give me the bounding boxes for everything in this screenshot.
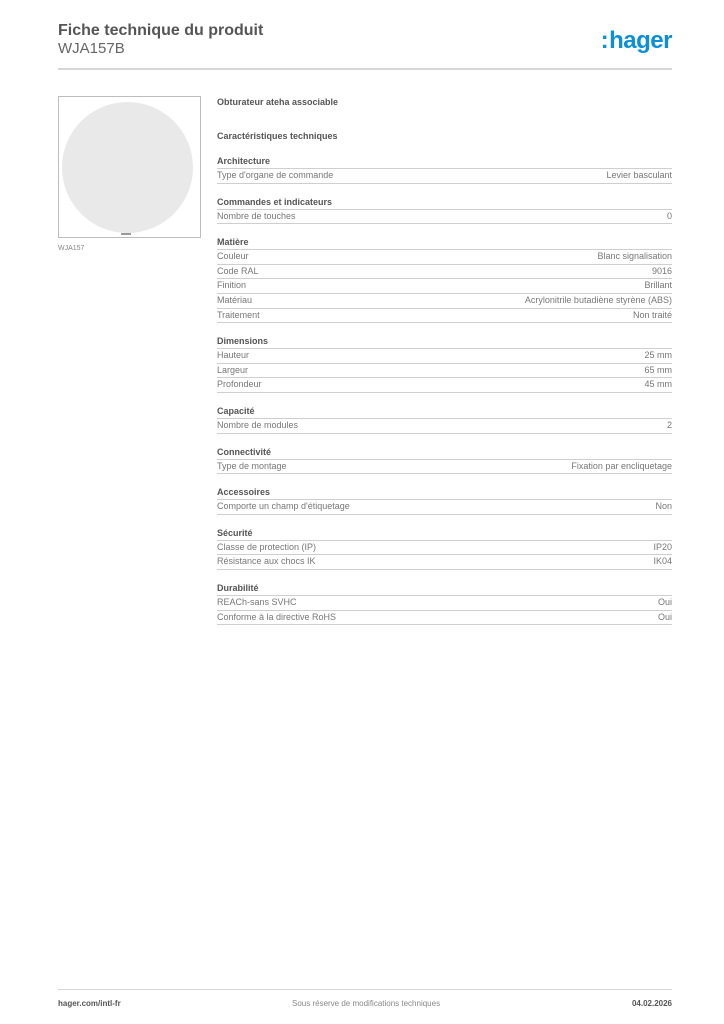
- spec-row: [217, 611, 672, 626]
- header-divider: [58, 68, 672, 70]
- group-title: Capacité: [217, 405, 672, 419]
- document-date: 04.02.2026: [631, 999, 672, 1008]
- product-notch: [121, 233, 131, 235]
- spec-value: Blanc signalisation: [597, 251, 672, 262]
- logo-text: hager: [609, 27, 672, 54]
- spec-row: [217, 460, 672, 475]
- product-reference: WJA157B: [58, 40, 125, 57]
- spec-value: Non traité: [632, 309, 672, 320]
- spec-value: Acrylonitrile butadiène styrène (ABS): [524, 294, 672, 305]
- spec-value: Fixation par encliquetage: [571, 460, 672, 471]
- spec-row: [217, 169, 672, 184]
- group-title: Accessoires: [217, 486, 672, 500]
- spec-group-durabilite: [217, 582, 672, 625]
- document-title: Fiche technique du produit: [58, 22, 264, 39]
- spec-row: [217, 265, 672, 280]
- spec-value: IK04: [653, 556, 672, 567]
- group-title: Sécurité: [217, 527, 672, 541]
- spec-row: [217, 349, 672, 364]
- footer-divider: [58, 989, 672, 990]
- spec-group-dimensions: [217, 335, 672, 393]
- spec-label: Finition: [217, 280, 247, 291]
- spec-value: 0: [666, 210, 672, 221]
- spec-group-connectivite: [217, 446, 672, 475]
- website-link[interactable]: hager.com/intl-fr: [58, 999, 121, 1008]
- group-title: Connectivité: [217, 446, 672, 460]
- spec-row: [217, 378, 672, 393]
- spec-value: 2: [666, 419, 672, 430]
- spec-value: 9016: [651, 265, 672, 276]
- spec-row: [217, 500, 672, 515]
- image-caption: WJA157: [58, 245, 85, 252]
- spec-value: IP20: [653, 541, 672, 552]
- spec-label: Type d'organe de commande: [217, 170, 334, 180]
- spec-group-accessoires: [217, 486, 672, 515]
- product-cover-plate: [62, 102, 193, 233]
- spec-label: Nombre de touches: [217, 210, 296, 221]
- spec-label: REACh-sans SVHC: [217, 596, 297, 607]
- spec-value: Levier basculant: [606, 170, 672, 180]
- spec-row: [217, 279, 672, 294]
- product-name: Obturateur ateha associable: [217, 97, 339, 107]
- hager-logo: [601, 28, 672, 54]
- spec-label: Hauteur: [217, 350, 250, 361]
- spec-value: 65 mm: [644, 364, 672, 375]
- spec-label: Matériau: [217, 294, 253, 305]
- spec-label: Profondeur: [217, 379, 262, 390]
- spec-label: Code RAL: [217, 265, 259, 276]
- specifications: [217, 96, 672, 625]
- spec-label: Classe de protection (IP): [217, 541, 317, 552]
- spec-row: [217, 419, 672, 434]
- group-title: Matière: [217, 236, 672, 250]
- spec-value: 25 mm: [644, 350, 672, 361]
- spec-label: Traitement: [217, 309, 260, 320]
- product-image: [58, 96, 201, 238]
- spec-group-matiere: [217, 236, 672, 323]
- spec-row: [217, 309, 672, 324]
- spec-group-architecture: [217, 155, 672, 184]
- specs-heading: Caractéristiques techniques: [217, 131, 338, 141]
- spec-row: [217, 364, 672, 379]
- spec-row: [217, 294, 672, 309]
- spec-value: Oui: [657, 611, 672, 622]
- spec-value: Brillant: [644, 280, 672, 291]
- spec-group-commandes: [217, 196, 672, 225]
- spec-row: [217, 555, 672, 570]
- spec-label: Résistance aux chocs IK: [217, 556, 316, 567]
- spec-row: [217, 210, 672, 225]
- spec-label: Comporte un champ d'étiquetage: [217, 501, 350, 512]
- group-title: Architecture: [217, 155, 672, 169]
- spec-group-securite: [217, 527, 672, 570]
- spec-label: Nombre de modules: [217, 419, 299, 430]
- spec-label: Couleur: [217, 251, 249, 262]
- spec-value: 45 mm: [644, 379, 672, 390]
- logo-colon: :: [600, 27, 609, 54]
- spec-label: Largeur: [217, 364, 249, 375]
- spec-label: Type de montage: [217, 460, 287, 471]
- group-title: Dimensions: [217, 335, 672, 349]
- spec-value: Non: [655, 501, 672, 512]
- page-footer: [58, 999, 672, 1011]
- spec-group-capacite: [217, 405, 672, 434]
- spec-label: Conforme à la directive RoHS: [217, 611, 337, 622]
- page-header: [58, 22, 672, 70]
- spec-row: [217, 596, 672, 611]
- spec-row: [217, 250, 672, 265]
- group-title: Commandes et indicateurs: [217, 196, 672, 210]
- spec-value: Oui: [657, 596, 672, 607]
- disclaimer: Sous réserve de modifications techniques: [292, 999, 441, 1008]
- group-title: Durabilité: [217, 582, 672, 596]
- spec-row: [217, 541, 672, 556]
